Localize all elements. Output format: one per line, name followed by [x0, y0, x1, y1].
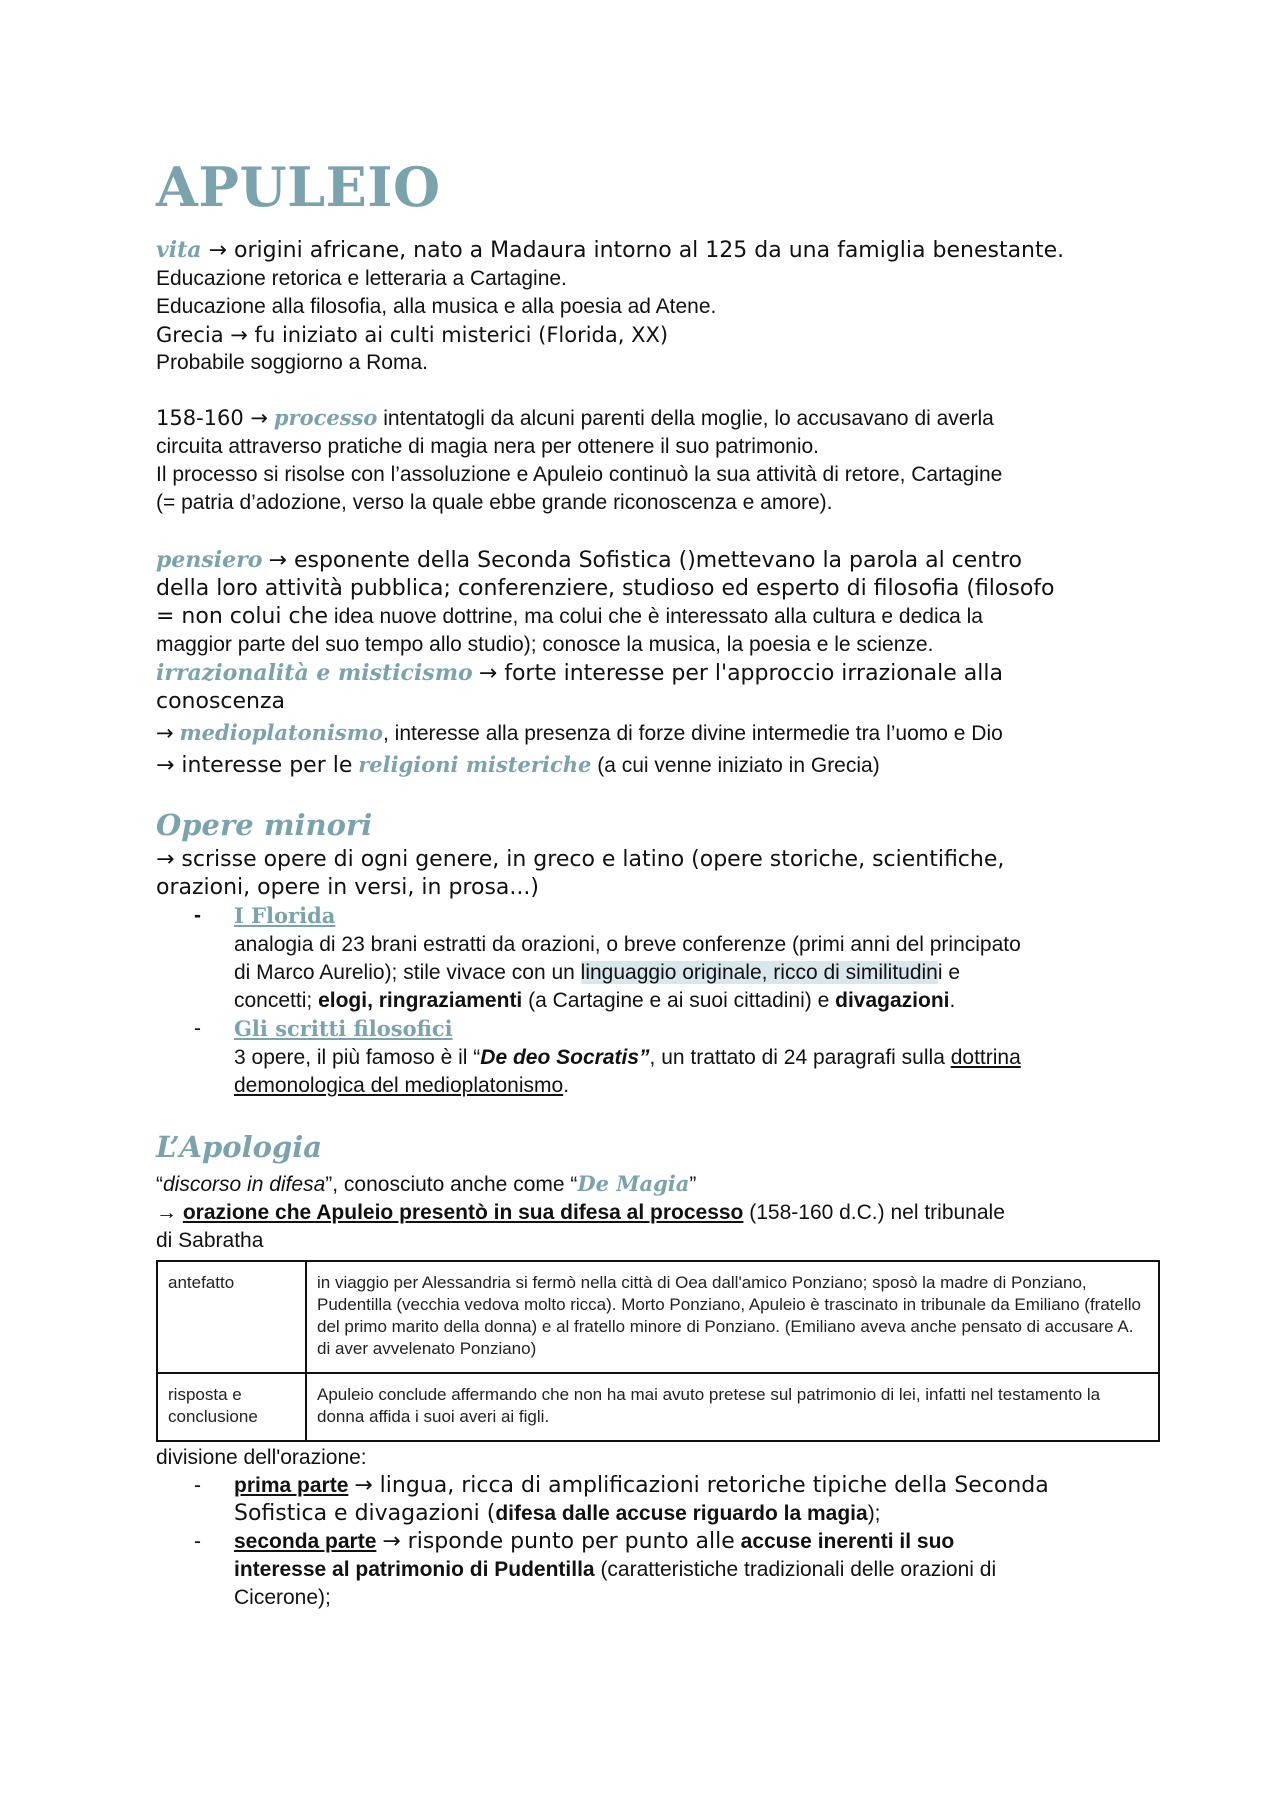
vita-line: Probabile soggiorno a Roma. [156, 351, 428, 374]
vita-text: origini africane, nato a Madaura intorno al 125 da una famiglia benestante. [233, 238, 1065, 263]
list-item: - I Florida analogia di 23 brani estratti da orazioni, o breve conferenze (primi anni del principato di Marco Aurelio); stile vivace con un linguaggio originale, ricco di similitudini e concetti; elogi, ringraziamenti (a Cartagine e ai suoi cittadini) e divagazioni. [194, 903, 1021, 1012]
opere-minori-heading: Opere minori [156, 808, 373, 842]
pensiero-section: pensiero → esponente della Seconda Sofistica ()mettevano la parola al centro della loro attività pubblica; conferenziere, studioso ed esperto di filosofia (filosofo = non colui che idea nuove dottrine, ma colui che è interessato alla cultura e dedica la maggior parte del suo tempo allo studio); conosce la musica, la poesia e le scienze. irrazionalità e misticismo → forte interesse per l'approccio irrazionale alla conoscenza → medioplatonismo, interesse alla presenza di forze divine intermedie tra l’uomo e Dio → interesse per le religioni misteriche (a cui venne iniziato in Grecia) [156, 547, 1055, 778]
vita-section: vita → origini africane, nato a Madaura intorno al 125 da una famiglia benestante. Educazione retorica e letteraria a Cartagine. Educazione alla filosofia, alla musica e alla poesia ad Atene. Grecia → fu iniziato ai culti misterici (Florida, XX) Probabile soggiorno a Roma. [156, 236, 1156, 377]
apologia-table [156, 1260, 1160, 1442]
table-cell-key: risposta e conclusione [157, 1373, 306, 1441]
vita-line: Grecia → fu iniziato ai culti misterici (Florida, XX) [156, 323, 669, 347]
processo-section: 158-160 → processo intentatogli da alcuni parenti della moglie, lo accusavano di averla circuita attraverso pratiche di magia nera per ottenere il suo patrimonio. Il processo si risolse con l’assoluzione e Apuleio continuò la sua attività di retore, Cartagine (= patria d’adozione, verso la quale ebbe grande riconoscenza e amore). [156, 405, 1003, 514]
medioplatonismo-label: medioplatonismo [179, 720, 383, 745]
list-item: - prima parte → lingua, ricca di amplificazioni retoriche tipiche della Seconda Sofistica e divagazioni (difesa dalle accuse riguardo la magia); [194, 1473, 1049, 1526]
table-cell-key: antefatto [157, 1261, 306, 1373]
list-item: - seconda parte → risponde punto per punto alle accuse inerenti il suo interesse al patrimonio di Pudentilla (caratteristiche tradizionali delle orazioni di Cicerone); [194, 1529, 997, 1609]
de-magia-label: De Magia [577, 1171, 690, 1196]
processo-label: processo [273, 405, 378, 430]
pensiero-label: pensiero [156, 547, 263, 573]
table-row [157, 1373, 1159, 1441]
orazione-text: orazione che Apuleio presentò in sua difesa al processo [182, 1201, 744, 1224]
apologia-section: “discorso in difesa”, conosciuto anche come “De Magia” → orazione che Apuleio presentò in sua difesa al processo (158-160 d.C.) nel tribunale di Sabratha [156, 1171, 1005, 1252]
florida-link[interactable]: I Florida [234, 903, 336, 928]
page-title: APULEIO [156, 155, 441, 219]
vita-label: vita [156, 237, 202, 263]
highlighted-text: linguaggio originale, ricco di similitudin [580, 961, 938, 984]
religioni-label: religioni misteriche [358, 752, 592, 777]
apologia-heading: L’Apologia [156, 1130, 323, 1164]
table-row [157, 1261, 1159, 1373]
divisione-section: divisione dell'orazione: - prima parte → lingua, ricca di amplificazioni retoriche tipiche della Seconda Sofistica e divagazioni (difesa dalle accuse riguardo la magia); - seconda parte → risponde punto per punto alle accuse inerenti il suo interesse al patrimonio di Pudentilla (caratteristiche tradizionali delle orazioni di Cicerone); [156, 1444, 1156, 1612]
prima-parte-label: prima parte [234, 1474, 349, 1497]
processo-date: 158-160 → [156, 406, 269, 430]
vita-line: Educazione alla filosofia, alla musica e alla poesia ad Atene. [156, 295, 717, 318]
seconda-parte-label: seconda parte [234, 1530, 377, 1553]
opere-minori-section: → scrisse opere di ogni genere, in greco e latino (opere storiche, scientifiche, orazioni, opere in versi, in prosa...) - I Florida analogia di 23 brani estratti da orazioni, o breve conferenze (primi anni del principato di Marco Aurelio); stile vivace con un linguaggio originale, ricco di similitudini e concetti; elogi, ringraziamenti (a Cartagine e ai suoi cittadini) e divagazioni. - Gli scritti filosofici 3 opere, il più famoso è il “De deo Socratis”, un trattato di 24 paragrafi sulla dottrina demonologica del medioplatonismo. [156, 846, 1156, 1100]
list-item: - Gli scritti filosofici 3 opere, il più famoso è il “De deo Socratis”, un trattato di 24 paragrafi sulla dottrina demonologica del medioplatonismo. [194, 1016, 1021, 1097]
table-cell-value: in viaggio per Alessandria si fermò nella città di Oea dall'amico Ponziano; sposò la madre di Ponziano, Pudentilla (vecchia vedova molto ricca). Morto Ponziano, Apuleio è trascinato in tribunale da Emiliano (fratello del primo marito della donna) e al fratello minore di Ponziano. (Emiliano aveva anche pensato di accusare A. di aver avvelenato Ponziano) [306, 1261, 1159, 1373]
irrazionalita-label: irrazionalità e misticismo [156, 660, 473, 686]
table-cell-value: Apuleio conclude affermando che non ha mai avuto pretese sul patrimonio di lei, infatti nel testamento la donna affida i suoi averi ai figli. [306, 1373, 1159, 1441]
vita-line: Educazione retorica e letteraria a Cartagine. [156, 267, 567, 290]
scritti-filosofici-link[interactable]: Gli scritti filosofici [234, 1016, 453, 1041]
